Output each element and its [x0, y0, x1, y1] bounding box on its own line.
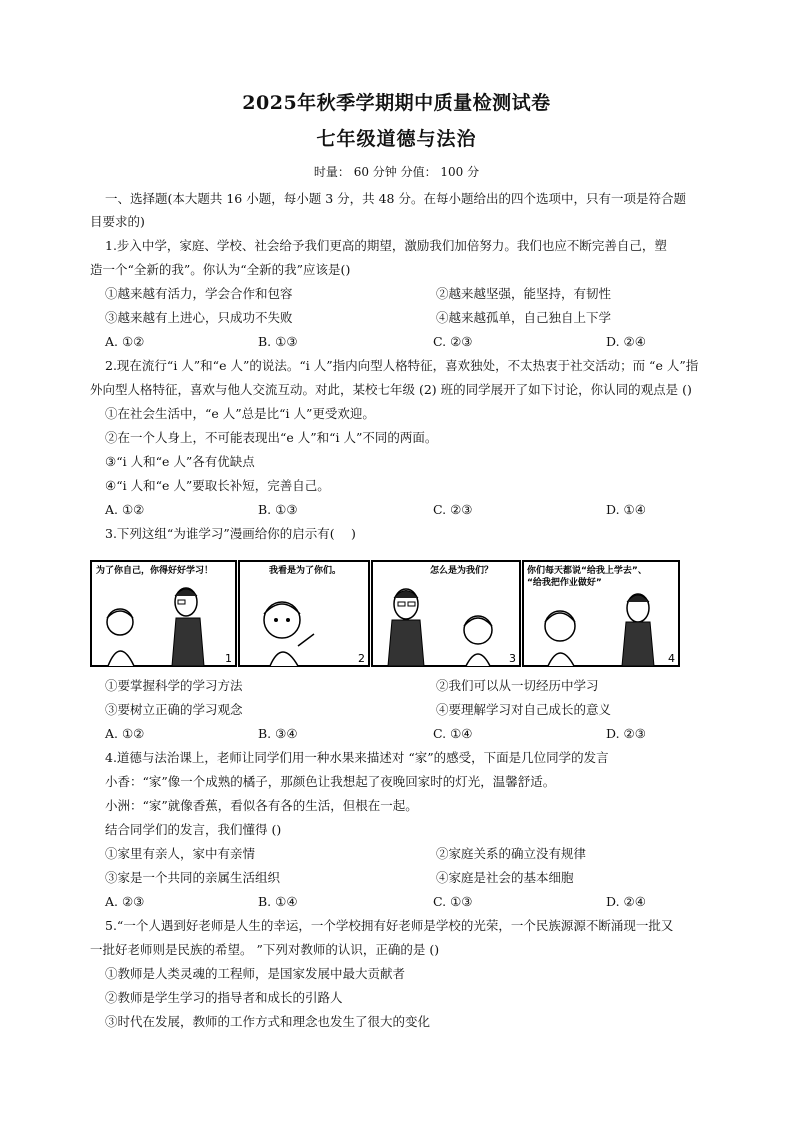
- q3-option-a: A. ①②: [105, 726, 145, 741]
- q3-statement-1: ①要掌握科学的学习方法: [105, 678, 243, 693]
- comic-panel-4-number: 4: [668, 652, 675, 665]
- q1-statement-2: ②越来越坚强，能坚持，有韧性: [436, 286, 612, 301]
- q4-statement-1: ①家里有亲人，家中有亲情: [105, 846, 256, 861]
- q4-question: 结合同学们的发言，我们懂得 (): [105, 822, 282, 837]
- q4-statement-3: ③家是一个共同的亲属生活组织: [105, 870, 281, 885]
- comic-panel-2-caption: 我看是为了你们。: [269, 566, 342, 576]
- q2-statement-3: ③“i 人和“e 人”各有优缺点: [105, 454, 255, 469]
- q4-option-a: A. ②③: [105, 894, 145, 909]
- q1-option-d: D. ②④: [606, 334, 646, 349]
- q3-statement-2: ②我们可以从一切经历中学习: [436, 678, 599, 693]
- q5-statement-1: ①教师是人类灵魂的工程师，是国家发展中最大贡献者: [105, 966, 406, 981]
- comic-panel-4-caption-1: 你们每天都说“给我上学去”、: [527, 566, 647, 576]
- comic-panel-1-caption: 为了你自己，你得好好学习！: [96, 566, 214, 576]
- q4-student-xiaozhou: 小洲：“家”就像香蕉，看似各有各的生活，但根在一起。: [105, 798, 418, 813]
- q4-option-b: B. ①④: [258, 894, 298, 909]
- q5-statement-3: ③时代在发展，教师的工作方式和理念也发生了很大的变化: [105, 1014, 431, 1029]
- q1-stem-cont: 造一个“全新的我”。你认为“全新的我”应该是(): [90, 262, 351, 277]
- comic-panel-2: [239, 561, 369, 666]
- q5-statement-2: ②教师是学生学习的指导者和成长的引路人: [105, 990, 343, 1005]
- q2-statement-4: ④“i 人和“e 人”要取长补短，完善自己。: [105, 478, 330, 493]
- q1-statement-1: ①越来越有活力，学会合作和包容: [105, 286, 293, 301]
- comic-panel-4: [523, 561, 679, 666]
- comic-panel-2-number: 2: [358, 652, 365, 665]
- q2-statement-2: ②在一个人身上，不可能表现出“e 人”和“i 人”不同的两面。: [105, 430, 438, 445]
- comic-panel-3: [372, 561, 520, 666]
- q1-option-a: A. ①②: [105, 334, 145, 349]
- q2-option-c: C. ②③: [433, 502, 473, 517]
- q1-statement-3: ③越来越有上进心，只成功不失败: [105, 310, 293, 325]
- q4-option-c: C. ①③: [433, 894, 473, 909]
- section-heading-cont: 目要求的): [90, 214, 145, 229]
- comic-panel-4-caption-2: “给我把作业做好”: [527, 578, 602, 588]
- q2-stem: 2.现在流行“i 人”和“e 人”的说法。“i 人”指内向型人格特征，喜欢独处，不太热衷于社交活动；而 “e 人”指: [105, 358, 699, 373]
- q2-stem-cont: 外向型人格特征，喜欢与他人交流互动。对此，某校七年级 (2) 班的同学展开了如下讨论，你认同的观点是 (): [90, 382, 692, 397]
- comic-panel-1: [91, 561, 236, 666]
- q1-statement-4: ④越来越孤单，自己独自上下学: [436, 310, 612, 325]
- q4-option-d: D. ②④: [606, 894, 646, 909]
- comic-panel-3-number: 3: [509, 652, 516, 665]
- q1-stem: 1.步入中学，家庭、学校、社会给予我们更高的期望，激励我们加倍努力。我们也应不断完善自己，塑: [105, 238, 667, 253]
- comic-panel-1-number: 1: [225, 652, 232, 665]
- q3-option-d: D. ②③: [606, 726, 646, 741]
- q3-stem: 3.下列这组“为谁学习”漫画给你的启示有( ): [105, 526, 356, 541]
- q4-stem: 4.道德与法治课上，老师让同学们用一种水果来描述对 “家”的感受，下面是几位同学的发言: [105, 750, 609, 765]
- q3-statement-4: ④要理解学习对自己成长的意义: [436, 702, 612, 717]
- q1-option-c: C. ②③: [433, 334, 473, 349]
- q5-stem: 5.“一个人遇到好老师是人生的幸运，一个学校拥有好老师是学校的光荣，一个民族源源不断涌现一批又: [105, 918, 674, 933]
- q1-option-b: B. ①③: [258, 334, 298, 349]
- q3-option-c: C. ①④: [433, 726, 473, 741]
- q5-stem-cont: 一批好老师则是民族的希望。 ”下列对教师的认识，正确的是 (): [90, 942, 440, 957]
- q4-statement-4: ④家庭是社会的基本细胞: [436, 870, 574, 885]
- q2-option-d: D. ①④: [606, 502, 646, 517]
- comic-strip: [90, 560, 680, 667]
- exam-title: 2025年秋季学期期中质量检测试卷: [242, 92, 551, 114]
- q2-option-a: A. ①②: [105, 502, 145, 517]
- q2-option-b: B. ①③: [258, 502, 298, 517]
- comic-panel-3-caption: 怎么是为我们？: [430, 566, 494, 576]
- section-heading: 一、选择题(本大题共 16 小题，每小题 3 分，共 48 分。在每小题给出的四个选项中，只有一项是符合题: [105, 191, 686, 206]
- q3-statement-3: ③要树立正确的学习观念: [105, 702, 243, 717]
- exam-subject: 七年级道德与法治: [316, 128, 477, 150]
- exam-meta: 时量： 60 分钟 分值： 100 分: [313, 165, 480, 179]
- q4-statement-2: ②家庭关系的确立没有规律: [436, 846, 587, 861]
- q2-statement-1: ①在社会生活中，“e 人”总是比“i 人”更受欢迎。: [105, 406, 375, 421]
- q4-student-xiaoxiang: 小香：“家”像一个成熟的橘子，那颜色让我想起了夜晚回家时的灯光，温馨舒适。: [105, 774, 556, 789]
- q3-option-b: B. ③④: [258, 726, 298, 741]
